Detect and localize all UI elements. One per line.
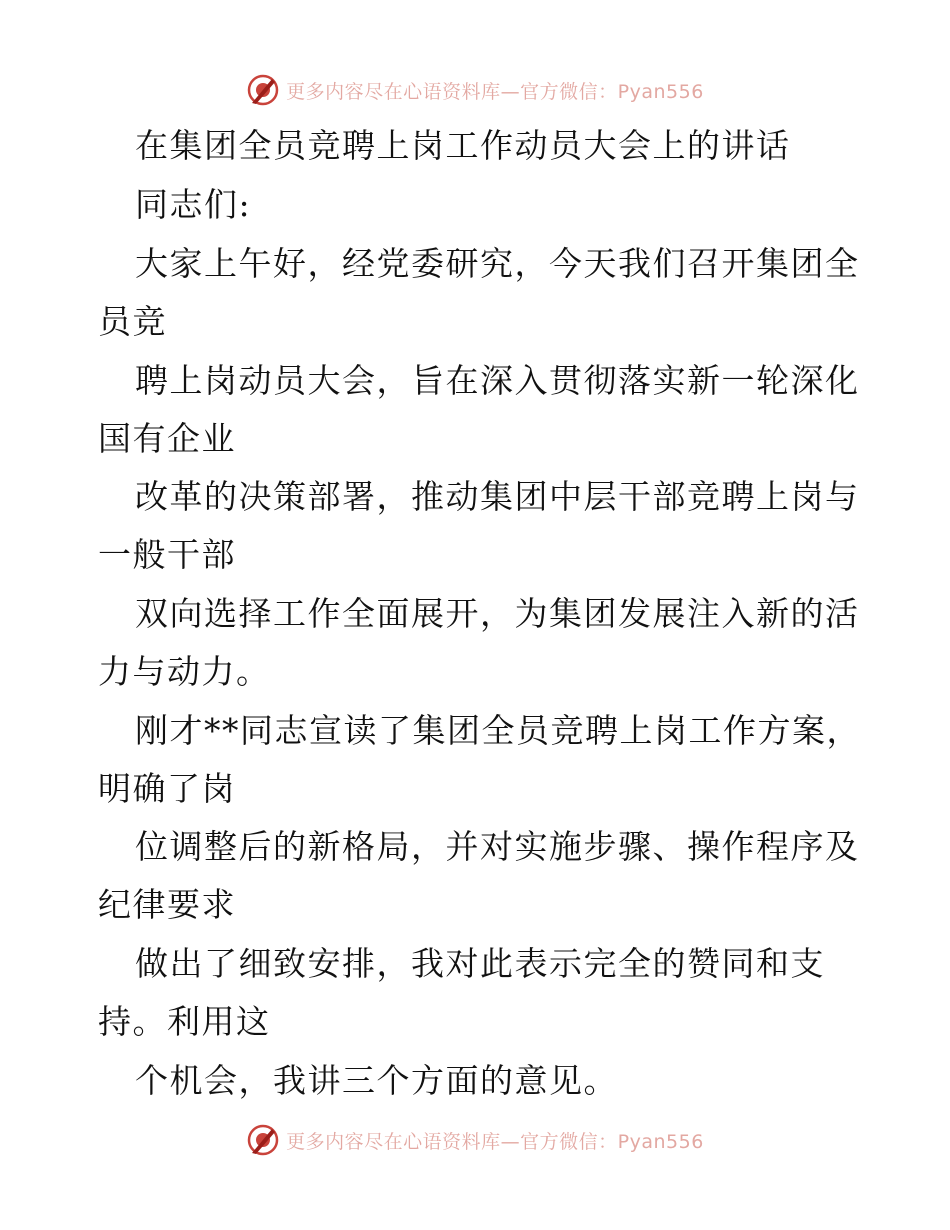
paragraph-line: 做出了细致安排，我对此表示完全的赞同和支 (135, 944, 825, 983)
paragraph-line: 大家上午好，经党委研究，今天我们召开集团全 (135, 244, 860, 283)
paragraph-line: 刚才**同志宣读了集团全员竞聘上岗工作方案， (135, 711, 861, 750)
watermark-text: 更多内容尽在心语资料库—官方微信：Pyan556 (286, 1130, 704, 1153)
paragraph-line: 个机会，我讲三个方面的意见。 (135, 1061, 618, 1100)
paragraph-line: 力与动力。 (98, 652, 271, 691)
paragraph-line: 员竞 (98, 302, 167, 341)
paragraph-line: 国有企业 (98, 419, 236, 458)
paragraph-line: 持。利用这 (98, 1002, 271, 1041)
paragraph-line: 双向选择工作全面展开，为集团发展注入新的活 (135, 594, 860, 633)
paragraph-line: 纪律要求 (98, 885, 236, 924)
footer-watermark (0, 1120, 950, 1160)
paragraph-line: 一般干部 (98, 535, 236, 574)
paragraph-line: 位调整后的新格局，并对实施步骤、操作程序及 (135, 827, 860, 866)
paragraph-line: 改革的决策部署，推动集团中层干部竞聘上岗与 (135, 477, 860, 516)
header-watermark (0, 70, 950, 110)
watermark-text: 更多内容尽在心语资料库—官方微信：Pyan556 (286, 80, 704, 103)
paragraph-line: 聘上岗动员大会，旨在深入贯彻落实新一轮深化 (135, 361, 860, 400)
paragraph-line: 明确了岗 (98, 769, 236, 808)
salutation: 同志们: (135, 185, 252, 224)
quill-logo-icon (246, 1123, 280, 1157)
document-title: 在集团全员竞聘上岗工作动员大会上的讲话 (135, 126, 791, 165)
quill-logo-icon (246, 73, 280, 107)
